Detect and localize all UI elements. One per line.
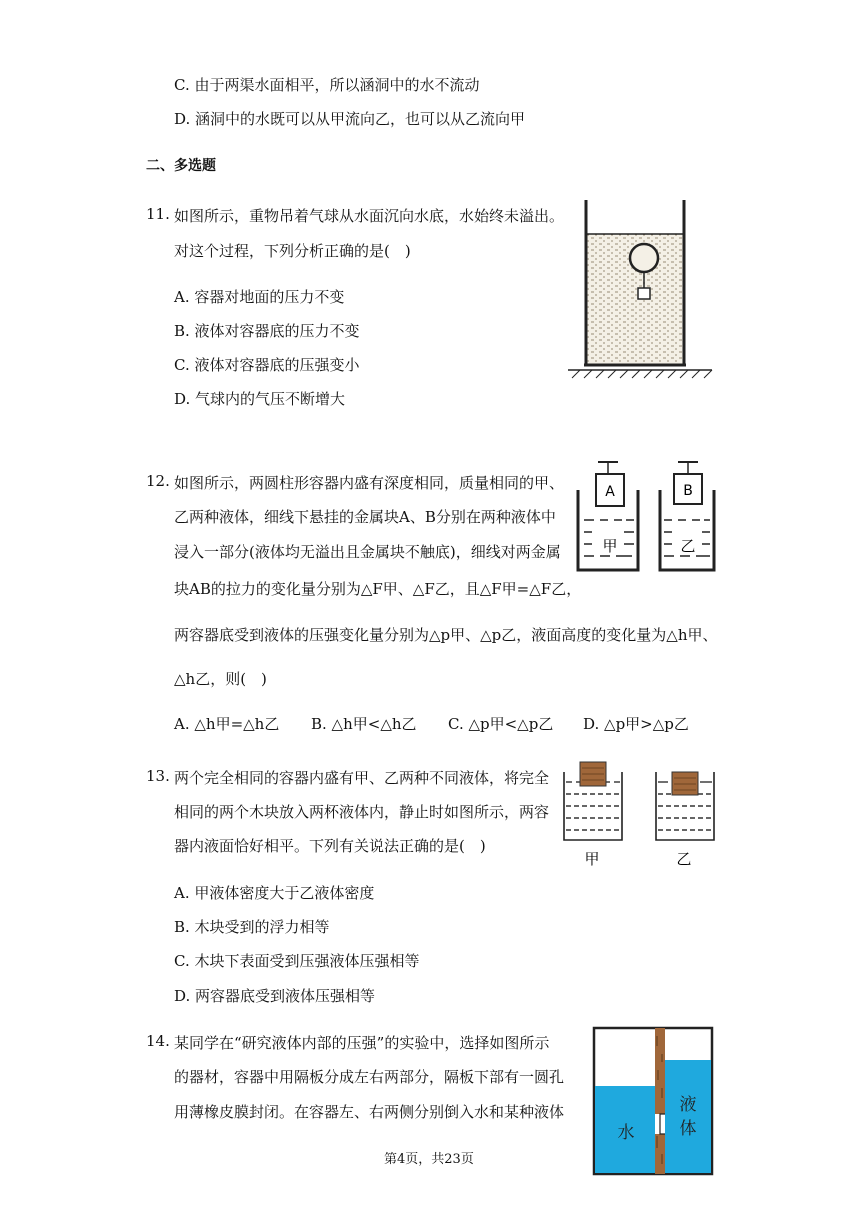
q12-option-d: D. △p甲>△p乙 bbox=[583, 715, 689, 733]
q13-stem-line1: 两个完全相同的容器内盛有甲、乙两种不同液体，将完全 bbox=[174, 769, 550, 787]
q11-option-d: D. 气球内的气压不断增大 bbox=[174, 390, 346, 408]
q14-stem-line2: 的器材，容器中用隔板分成左右两部分，隔板下部有一圆孔 bbox=[174, 1068, 565, 1086]
q11-stem-line1: 如图所示，重物吊着气球从水面沉向水底，水始终未溢出。 bbox=[174, 207, 565, 225]
q12-option-a: A. △h甲=△h乙 bbox=[174, 715, 280, 733]
q12-stem-line2: 乙两种液体，细线下悬挂的金属块A、B分别在两种液体中 bbox=[174, 508, 556, 526]
liquid-label-1: 液 bbox=[679, 1095, 697, 1115]
q12-stem-line4: 块AB的拉力的变化量分别为△F甲、△F乙，且△F甲=△F乙， bbox=[174, 580, 582, 598]
liquid-label-2: 体 bbox=[679, 1119, 697, 1139]
q12-option-b: B. △h甲<△h乙 bbox=[311, 715, 417, 733]
q12-stem-line1: 如图所示，两圆柱形容器内盛有深度相同，质量相同的甲、 bbox=[174, 474, 565, 492]
q11-number: 11. bbox=[146, 205, 170, 223]
q11-option-b: B. 液体对容器底的压力不变 bbox=[174, 322, 360, 340]
q14-partition-container-figure bbox=[592, 1026, 714, 1176]
q12-stem-line3: 浸入一部分(液体均无溢出且金属块不触底)，细线对两金属 bbox=[174, 543, 561, 561]
q11-stem-line2: 对这个过程，下列分析正确的是( ) bbox=[174, 242, 411, 260]
q13-wood-blocks-figure bbox=[560, 760, 720, 870]
q12-stem-line5: 两容器底受到液体的压强变化量分别为△p甲、△p乙，液面高度的变化量为△h甲、 bbox=[174, 626, 718, 644]
q12-option-c: C. △p甲<△p乙 bbox=[448, 715, 554, 733]
cup-jia-label: 甲 bbox=[584, 850, 600, 868]
q14-number: 14. bbox=[146, 1032, 170, 1050]
q14-stem-line1: 某同学在“研究液体内部的压强”的实验中，选择如图所示 bbox=[174, 1034, 550, 1052]
q13-option-a: A. 甲液体密度大于乙液体密度 bbox=[174, 884, 375, 902]
q11-balloon-container-figure bbox=[566, 200, 716, 385]
q13-stem-line3: 器内液面恰好相平。下列有关说法正确的是( ) bbox=[174, 837, 486, 855]
q13-option-d: D. 两容器底受到液体压强相等 bbox=[174, 987, 376, 1005]
water-label: 水 bbox=[617, 1123, 635, 1143]
q13-number: 13. bbox=[146, 767, 170, 785]
block-b-label: B bbox=[683, 483, 693, 499]
q11-option-c: C. 液体对容器底的压强变小 bbox=[174, 356, 360, 374]
liquid-yi-label: 乙 bbox=[680, 537, 696, 555]
cup-yi-label: 乙 bbox=[676, 850, 692, 868]
prev-option-c: C. 由于两渠水面相平，所以涵洞中的水不流动 bbox=[174, 76, 480, 94]
q12-two-containers-figure bbox=[574, 460, 718, 575]
q11-option-a: A. 容器对地面的压力不变 bbox=[174, 288, 345, 306]
q12-stem-line6: △h乙，则( ) bbox=[174, 670, 267, 688]
q13-option-c: C. 木块下表面受到压强液体压强相等 bbox=[174, 952, 420, 970]
page-number: 第4页，共23页 bbox=[384, 1152, 474, 1167]
prev-option-d: D. 涵洞中的水既可以从甲流向乙，也可以从乙流向甲 bbox=[174, 110, 526, 128]
q13-stem-line2: 相同的两个木块放入两杯液体内，静止时如图所示，两容 bbox=[174, 803, 550, 821]
q12-number: 12. bbox=[146, 472, 170, 490]
block-a-label: A bbox=[605, 484, 615, 500]
liquid-jia-label: 甲 bbox=[602, 537, 618, 555]
q14-stem-line3: 用薄橡皮膜封闭。在容器左、右两侧分别倒入水和某种液体 bbox=[174, 1103, 565, 1121]
section-title: 二、多选题 bbox=[146, 158, 216, 174]
q13-option-b: B. 木块受到的浮力相等 bbox=[174, 918, 330, 936]
